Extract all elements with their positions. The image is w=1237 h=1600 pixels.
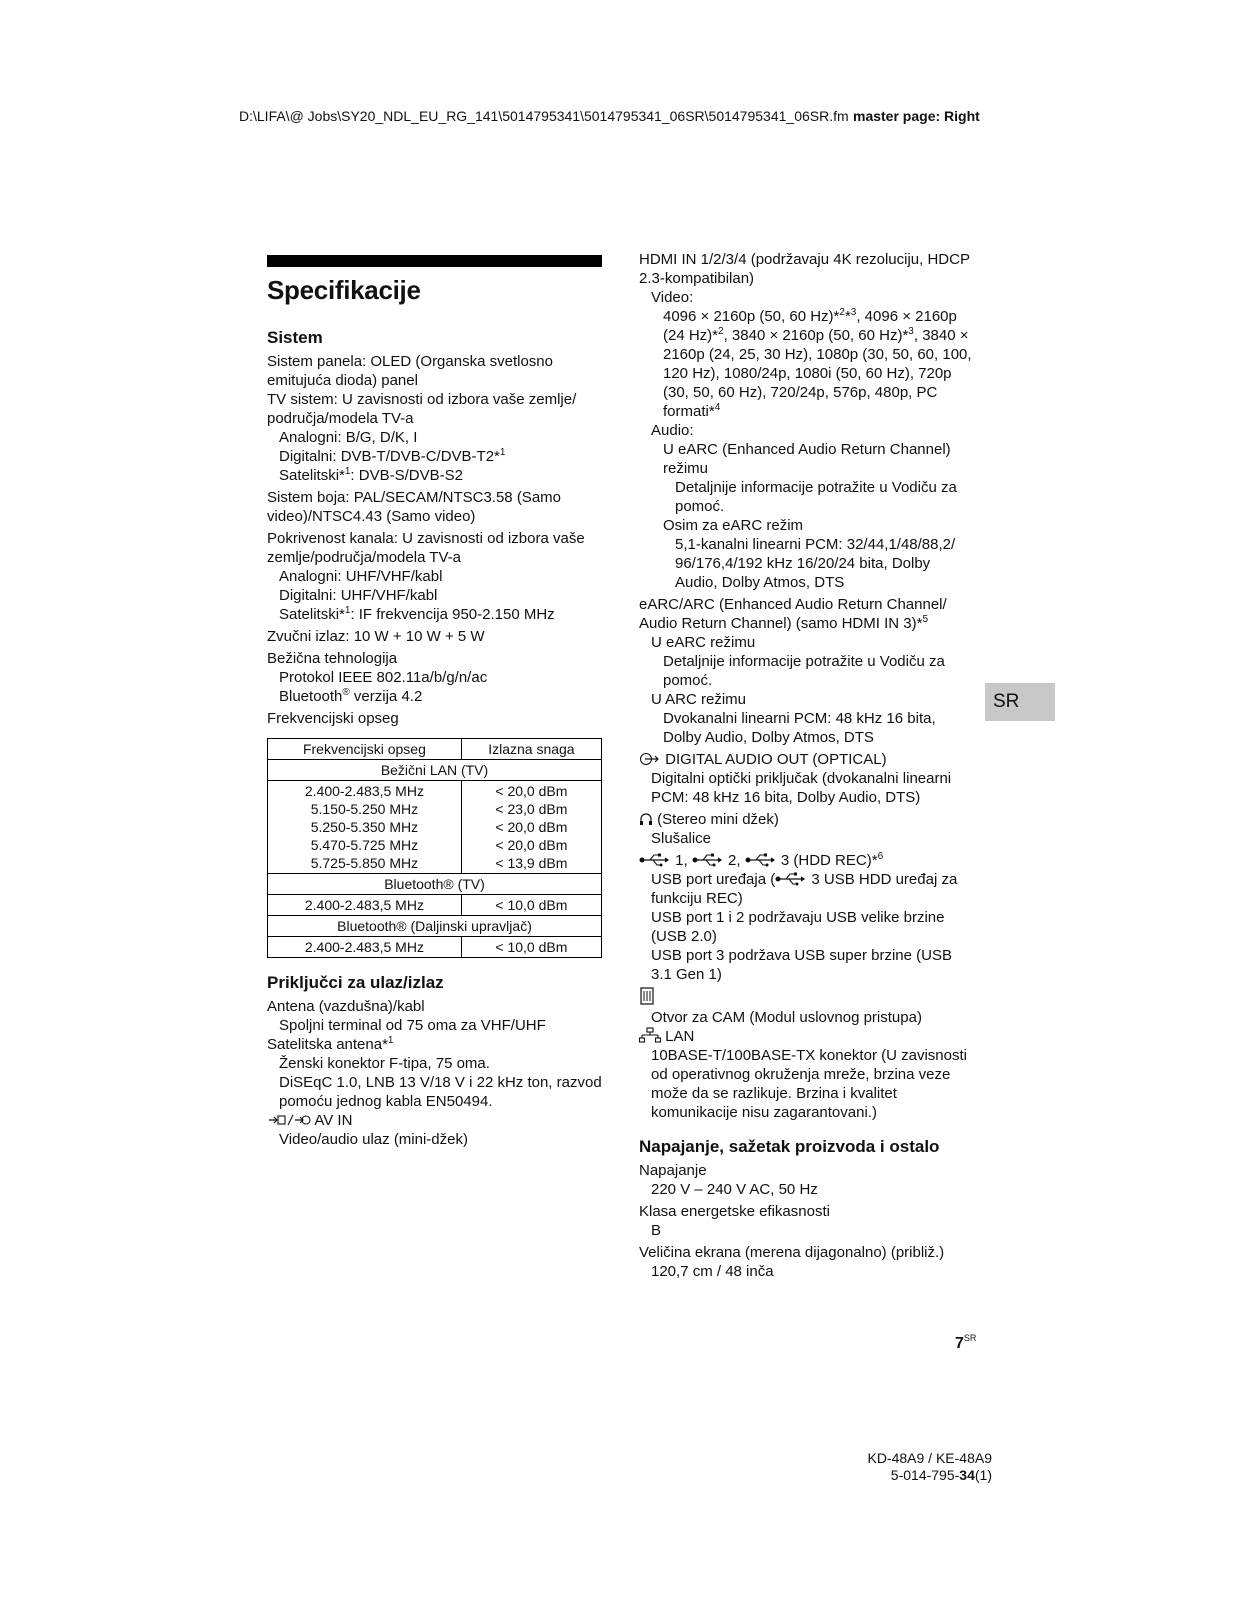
earc-arc: eARC/ARC (Enhanced Audio Return Channel/ Audio Return Channel) (samo HDMI IN 3)*$^5$ bbox=[639, 596, 947, 632]
lan-icon bbox=[639, 1027, 661, 1043]
usb-device-port: USB port uređaja ( 3 USB HDD uređaj za funkciju REC) bbox=[651, 871, 958, 907]
table-row bbox=[268, 781, 602, 874]
tv-system: TV sistem: U zavisnosti od izbora vaše zemlje/ područja/modela TV-a bbox=[267, 391, 577, 427]
headphone-detail: Slušalice bbox=[651, 830, 712, 847]
table-cell: < 20,0 dBm < 23,0 dBm < 20,0 dBm < 20,0 dBm < 13,9 dBm bbox=[461, 781, 601, 874]
usb-12-speed: USB port 1 i 2 podržavaju USB velike brzine (USB 2.0) bbox=[651, 909, 945, 945]
lan-port: LAN bbox=[639, 1027, 974, 1046]
table-header-cell: Izlazna snaga bbox=[461, 739, 601, 760]
hdmi-video-formats: 4096 × 2160p (50, 60 Hz)*$^2$*$^3$, 4096 × 2160p (24 Hz)*$^2$, 3840 × 2160p (50, 60 Hz)*$^3$, 3840 × 2160p (24, 25, 30 Hz), 1080p (30, 50, 60, 100, 120 Hz), 1080/24p, 1080i (50, 60 Hz), 720p (30, 50, 60 Hz), 720/24p, 576p, 480p, PC formati*$^4$ bbox=[663, 307, 972, 420]
pcm-51: 5,1-kanalni linearni PCM: 32/44,1/48/88,2/ 96/176,4/192 kHz 16/20/24 bita, Dolby Audio, Dolby Atmos, DTS bbox=[675, 536, 956, 591]
channel-analog: Analogni: UHF/VHF/kabl bbox=[279, 568, 443, 585]
page-title: Specifikacije bbox=[267, 275, 421, 305]
table-group-row bbox=[268, 916, 602, 937]
power-value: 220 V – 240 V AC, 50 Hz bbox=[651, 1181, 818, 1198]
wifi-protocol: Protokol IEEE 802.11a/b/g/n/ac bbox=[279, 669, 488, 686]
u-arc: U ARC režimu bbox=[651, 691, 747, 708]
headphone-icon bbox=[639, 812, 653, 826]
tv-satellite: Satelitski*$^1$: DVB-S/DVB-S2 bbox=[279, 466, 463, 484]
table-row bbox=[268, 895, 602, 916]
left-column bbox=[267, 255, 602, 1149]
optical-out: DIGITAL AUDIO OUT (OPTICAL) bbox=[639, 750, 974, 769]
file-path: D:\LIFA\@ Jobs\SY20_NDL_EU_RG_141\5014795341\5014795341_06SR\5014795341_06SR.fm bbox=[239, 108, 849, 124]
usb-icon bbox=[745, 853, 777, 867]
hdmi-in: HDMI IN 1/2/3/4 (podržavaju 4K rezoluciju, HDCP 2.3-kompatibilan) bbox=[639, 251, 970, 287]
section-heading-io: Priključci za ulaz/izlaz bbox=[267, 973, 444, 992]
av-in: AV IN bbox=[267, 1111, 602, 1130]
energy-class-value: B bbox=[651, 1222, 662, 1239]
usb-icon bbox=[639, 853, 671, 867]
page-number: $7^{SR}$ bbox=[955, 1333, 977, 1352]
channel-coverage: Pokrivenost kanala: U zavisnosti od izbora vaše zemlje/područja/modela TV-a bbox=[267, 530, 585, 566]
channel-satellite: Satelitski*$^1$: IF frekvencija 950-2.150 MHz bbox=[279, 605, 555, 623]
right-column bbox=[639, 250, 974, 1281]
earc-detail: Detaljnije informacije potražite u Vodiču za pomoć. bbox=[675, 479, 957, 515]
tv-digital: Digitalni: DVB-T/DVB-C/DVB-T2*$^1$ bbox=[279, 447, 506, 465]
energy-class-label: Klasa energetske efikasnosti bbox=[639, 1203, 830, 1220]
document-code: 5-014-795-34(1) bbox=[890, 1467, 992, 1483]
u-arc-detail: Dvokanalni linearni PCM: 48 kHz 16 bita, Dolby Audio, Dolby Atmos, DTS bbox=[663, 710, 936, 746]
antenna-detail: Spoljni terminal od 75 oma za VHF/UHF bbox=[279, 1017, 546, 1034]
cam-slot: Otvor za CAM (Modul uslovnog pristupa) bbox=[651, 1009, 922, 1026]
channel-digital: Digitalni: UHF/VHF/kabl bbox=[279, 587, 438, 604]
panel-system: Sistem panela: OLED (Organska svetlosno emitujuća dioda) panel bbox=[267, 353, 553, 389]
optical-detail: Digitalni optički priključak (dvokanalni linearni PCM: 48 kHz 16 bita, Dolby Audio, DTS) bbox=[651, 770, 952, 806]
lan-detail: 10BASE-T/100BASE-TX konektor (U zavisnosti od operativnog okruženja mreže, brzina veze može da se razlikuje. Brzina i kvalitet komunikacije nisu zagarantovani.) bbox=[651, 1047, 967, 1121]
av-input-icon bbox=[267, 1113, 311, 1127]
u-earc-detail: Detaljnije informacije potražite u Vodiču za pomoć. bbox=[663, 653, 945, 689]
female-connector: Ženski konektor F-tipa, 75 oma. bbox=[279, 1055, 490, 1072]
title-rule bbox=[267, 255, 602, 267]
hdmi-video-label: Video: bbox=[651, 289, 694, 306]
av-in-detail: Video/audio ulaz (mini-džek) bbox=[279, 1131, 468, 1148]
color-system: Sistem boja: PAL/SECAM/NTSC3.58 (Samo video)/NTSC4.43 (Samo video) bbox=[267, 489, 561, 525]
section-heading-sistem: Sistem bbox=[267, 328, 323, 347]
frequency-range: Frekvencijski opseg bbox=[267, 710, 399, 727]
table-group-row bbox=[268, 760, 602, 781]
screen-size-value: 120,7 cm / 48 inča bbox=[651, 1263, 774, 1280]
usb-ports: 1, 2, 3 (HDD REC)*$^6$ bbox=[639, 851, 974, 870]
optical-output-icon bbox=[639, 752, 661, 766]
language-tab: SR bbox=[985, 683, 1055, 721]
section-heading-power: Napajanje, sažetak proizvoda i ostalo bbox=[639, 1137, 940, 1156]
hdmi-audio-label: Audio: bbox=[651, 422, 694, 439]
footer bbox=[820, 1450, 992, 1484]
table-cell: < 10,0 dBm bbox=[461, 937, 601, 958]
usb-icon bbox=[775, 872, 807, 886]
table-header-row bbox=[268, 739, 602, 760]
frequency-table bbox=[267, 738, 602, 958]
screen-size-label: Veličina ekrana (merena dijagonalno) (približ.) bbox=[639, 1244, 945, 1261]
usb-icon bbox=[692, 853, 724, 867]
table-group-title: Bluetooth® (TV) bbox=[268, 874, 602, 895]
table-cell: 2.400-2.483,5 MHz bbox=[268, 937, 462, 958]
table-group-row bbox=[268, 874, 602, 895]
tv-analog: Analogni: B/G, D/K, I bbox=[279, 429, 418, 446]
table-cell: 2.400-2.483,5 MHz 5.150-5.250 MHz 5.250-5.350 MHz 5.470-5.725 MHz 5.725-5.850 MHz bbox=[268, 781, 462, 874]
antenna: Antena (vazdušna)/kabl bbox=[267, 998, 425, 1015]
power-label: Napajanje bbox=[639, 1162, 707, 1179]
table-group-title: Bežični LAN (TV) bbox=[268, 760, 602, 781]
table-row bbox=[268, 937, 602, 958]
sound-output: Zvučni izlaz: 10 W + 10 W + 5 W bbox=[267, 628, 485, 645]
cam-slot-icon bbox=[639, 987, 655, 1005]
table-header-cell: Frekvencijski opseg bbox=[268, 739, 462, 760]
master-page-label: master page: Right bbox=[853, 108, 980, 124]
headphone-jack: (Stereo mini džek) bbox=[639, 810, 974, 829]
wireless-tech: Bežična tehnologija bbox=[267, 650, 398, 667]
diseqc: DiSEqC 1.0, LNB 13 V/18 V i 22 kHz ton, razvod pomoću jednog kabla EN50494. bbox=[279, 1074, 602, 1110]
bluetooth-version: Bluetooth® verzija 4.2 bbox=[279, 687, 423, 705]
except-earc: Osim za eARC režim bbox=[663, 517, 804, 534]
satellite-antenna: Satelitska antena*$^1$ bbox=[267, 1035, 394, 1053]
earc-mode: U eARC (Enhanced Audio Return Channel) režimu bbox=[663, 441, 951, 477]
cam-slot-icon-line bbox=[639, 987, 974, 1008]
table-cell: < 10,0 dBm bbox=[461, 895, 601, 916]
model-number: KD-48A9 / KE-48A9 bbox=[867, 1450, 992, 1466]
u-earc: U eARC režimu bbox=[651, 634, 756, 651]
table-cell: 2.400-2.483,5 MHz bbox=[268, 895, 462, 916]
table-group-title: Bluetooth® (Daljinski upravljač) bbox=[268, 916, 602, 937]
usb-3-speed: USB port 3 podržava USB super brzine (USB 3.1 Gen 1) bbox=[651, 947, 952, 983]
